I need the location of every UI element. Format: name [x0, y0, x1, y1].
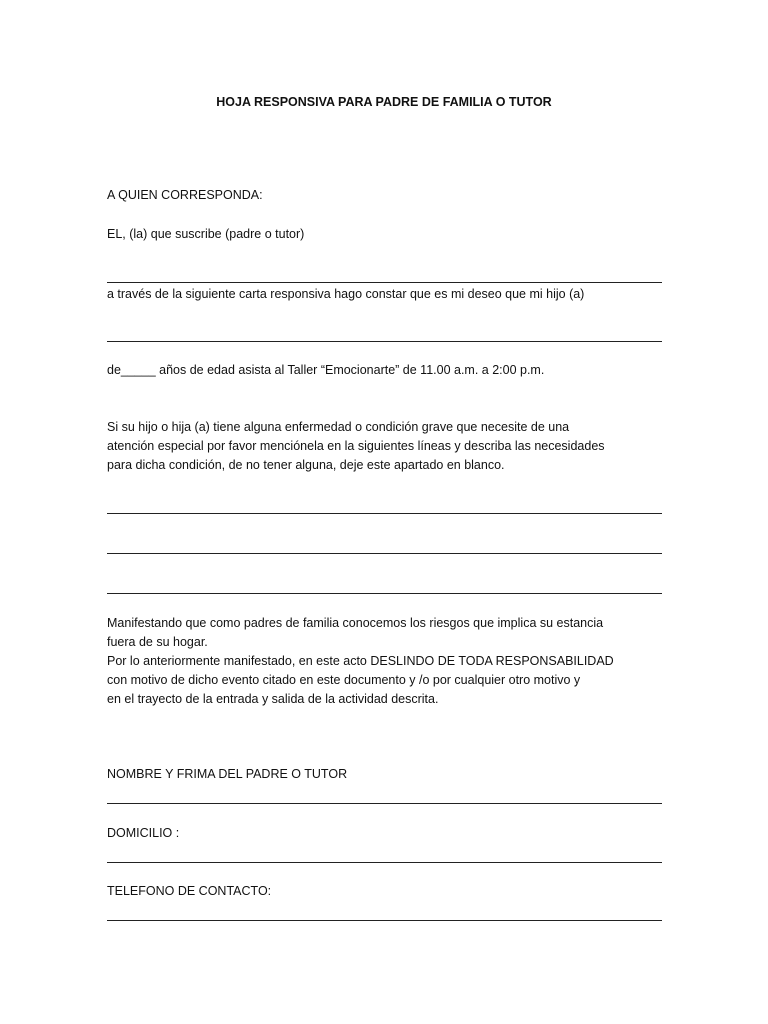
- signer-statement: EL, (la) que suscribe (padre o tutor): [107, 227, 305, 241]
- signature-line: [107, 803, 662, 804]
- waiver-paragraph-line: en el trayecto de la entrada y salida de la actividad descrita.: [107, 692, 439, 706]
- condition-paragraph-line: atención especial por favor menciónela en la siguientes líneas y describa las necesidades: [107, 439, 605, 453]
- carta-statement: a través de la siguiente carta responsiva hago constar que es mi deseo que mi hijo (a): [107, 287, 585, 301]
- phone-line: [107, 920, 662, 921]
- condition-answer-line-1: [107, 513, 662, 514]
- form-title: HOJA RESPONSIVA PARA PADRE DE FAMILIA O TUTOR: [216, 95, 552, 109]
- condition-paragraph-line: Si su hijo o hija (a) tiene alguna enfermedad o condición grave que necesite de una: [107, 420, 570, 434]
- waiver-paragraph-line: Por lo anteriormente manifestado, en este acto DESLINDO DE TODA RESPONSABILIDAD: [107, 654, 614, 668]
- condition-answer-line-2: [107, 553, 662, 554]
- condition-paragraph-line: para dicha condición, de no tener alguna, deje este apartado en blanco.: [107, 458, 505, 472]
- condition-answer-line-3: [107, 593, 662, 594]
- age-statement: de_____ años de edad asista al Taller “Emocionarte” de 11.00 a.m. a 2:00 p.m.: [107, 363, 545, 377]
- condition-paragraph: [107, 418, 667, 475]
- parent-name-line: [107, 282, 662, 283]
- child-name-line: [107, 341, 662, 342]
- salutation: A QUIEN CORRESPONDA:: [107, 188, 263, 202]
- waiver-paragraph: [107, 614, 667, 709]
- address-line: [107, 862, 662, 863]
- waiver-paragraph-line: fuera de su hogar.: [107, 635, 208, 649]
- waiver-paragraph-line: con motivo de dicho evento citado en este documento y /o por cualquier otro motivo y: [107, 673, 581, 687]
- waiver-paragraph-line: Manifestando que como padres de familia conocemos los riesgos que implica su estancia: [107, 616, 604, 630]
- address-label: DOMICILIO :: [107, 826, 180, 840]
- signature-label: NOMBRE Y FRIMA DEL PADRE O TUTOR: [107, 767, 348, 781]
- phone-label: TELEFONO DE CONTACTO:: [107, 884, 272, 898]
